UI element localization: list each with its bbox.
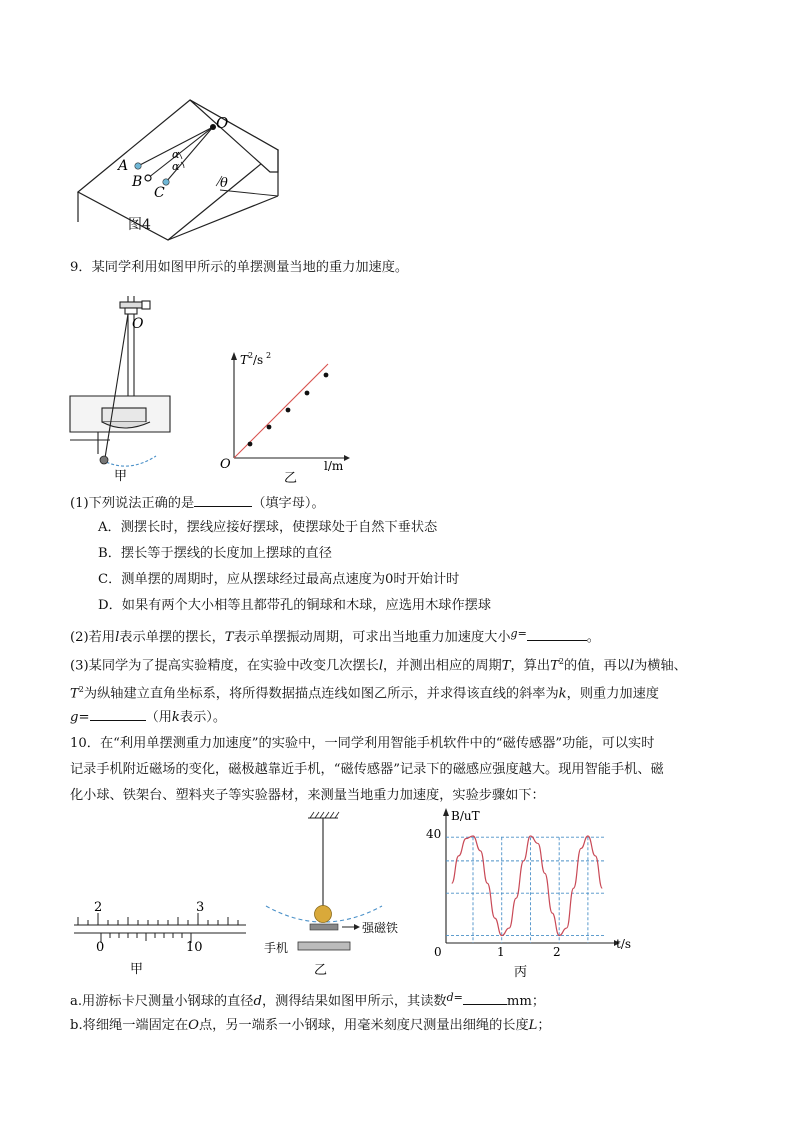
answer-blank-3[interactable]: [90, 706, 146, 721]
answer-blank-1[interactable]: [194, 492, 252, 507]
vern-main-2: 2: [94, 900, 103, 915]
q9-part2: (2)若用l表示单摆的摆长，T表示单摆振动周期，可求出当地重力加速度大小$^{g=}$ 。: [70, 627, 600, 645]
q9-part1: (1)下列说法正确的是 （填字母）。: [70, 492, 325, 514]
fig4-inclined-plane: [70, 92, 290, 242]
q10-stem-line1: 10．在“利用单摆测重力加速度”的实验中，一同学利用智能手机软件中的“磁传感器”功能，可以实时: [70, 736, 655, 751]
answer-blank-d[interactable]: [463, 990, 507, 1005]
fig4-caption: 图4: [128, 217, 151, 233]
jia10-caption: 甲: [130, 962, 144, 977]
ball-a: [135, 163, 141, 169]
magnetized-ball: [315, 906, 332, 923]
bing-xtick-2: 2: [553, 945, 561, 959]
option-b: B．摆长等于摆线的长度加上摆球的直径: [98, 546, 332, 561]
data-point-0: [248, 442, 253, 447]
q9-stem: 9．某同学利用如图甲所示的单摆测量当地的重力加速度。: [70, 260, 409, 275]
q10-fig-jia-vernier: [70, 895, 250, 979]
jia-caption: 甲: [114, 469, 128, 484]
pendulum-bob: [100, 456, 108, 464]
jia-label-o: O: [132, 316, 144, 332]
bing-xtick-0: 0: [434, 945, 442, 959]
bing-xlabel: t/s: [616, 937, 632, 951]
bing-ylabel: B/uT: [451, 809, 480, 823]
yi-ylabel-unit-exp: 2: [266, 351, 272, 360]
q10-stem-line3: 化小球、铁架台、塑料夹子等实验器材，来测量当地重力加速度，实验步骤如下：: [70, 788, 545, 803]
yi-caption: 乙: [284, 471, 298, 486]
label-alpha-2: α: [172, 160, 180, 173]
label-theta: θ: [220, 176, 228, 191]
label-c: C: [154, 185, 165, 201]
q9-part3-line2: $T^2$为纵轴建立直角坐标系，将所得数据描点连线如图乙所示，并求得该直线的斜率为k，则重力加速度: [70, 685, 659, 702]
bing-caption: 丙: [514, 965, 528, 980]
option-c: C．测单摆的周期时，应从摆球经过最高点速度为0时开始计时: [98, 572, 460, 587]
q10-stem-line2: 记录手机附近磁场的变化，磁极越靠近手机，“磁传感器”记录下的磁感应强度越大。现用智能手机、磁: [70, 762, 664, 777]
q10-step-a: a.用游标卡尺测量小钢球的直径d，测得结果如图甲所示，其读数$^{d=}$ mm；: [70, 991, 546, 1009]
q10-fig-bing-graph: [418, 806, 632, 982]
q9-fig-yi-graph: [216, 350, 356, 486]
q9-part3-line1: (3)某同学为了提高实验精度，在实验中改变几次摆长l，并测出相应的周期T，算出$T^2$的值，再以l为横轴、: [70, 657, 687, 674]
data-point-1: [267, 425, 272, 430]
label-alpha-1: α: [172, 148, 180, 161]
vern-main-3: 3: [196, 900, 205, 915]
data-point-2: [286, 408, 291, 413]
bing-xtick-1: 1: [497, 945, 505, 959]
strong-magnet: [310, 924, 338, 930]
vern-ten: 10: [186, 940, 203, 955]
phone-label: 手机: [264, 941, 289, 955]
option-d: D．如果有两个大小相等且都带孔的铜球和木球，应选用木球作摆球: [98, 598, 492, 613]
yi-ylabel-t: T: [240, 353, 249, 367]
bing-ytick-40: 40: [426, 827, 442, 841]
phone-shape: [298, 942, 350, 950]
q10-step-b: b.将细绳一端固定在O点，另一端系一小钢球，用毫米刻度尺测量出细绳的长度L；: [70, 1018, 551, 1033]
yi-origin: O: [220, 457, 231, 472]
q10-fig-yi-setup: [258, 808, 418, 980]
magnet-label: 强磁铁: [362, 921, 399, 935]
q9-fig-jia-pendulum: [70, 292, 170, 484]
yi-ylabel-unit: /s: [253, 353, 264, 367]
ball-b: [145, 175, 151, 181]
label-b: B: [132, 174, 143, 190]
yi-ylabel-exp: 2: [248, 351, 254, 360]
label-o: O: [216, 114, 229, 132]
b-t-curve: [452, 836, 603, 936]
vern-zero: 0: [96, 940, 105, 955]
data-point-3: [305, 391, 310, 396]
label-a: A: [118, 158, 129, 174]
yi10-caption: 乙: [314, 963, 328, 978]
answer-blank-2[interactable]: [527, 626, 587, 641]
option-a: A．测摆长时，摆线应接好摆球，使摆球处于自然下垂状态: [98, 520, 438, 535]
data-point-4: [324, 373, 329, 378]
yi-xlabel: l/m: [324, 459, 344, 473]
q9-part3-line3: g= （用k表示）。: [70, 706, 226, 728]
